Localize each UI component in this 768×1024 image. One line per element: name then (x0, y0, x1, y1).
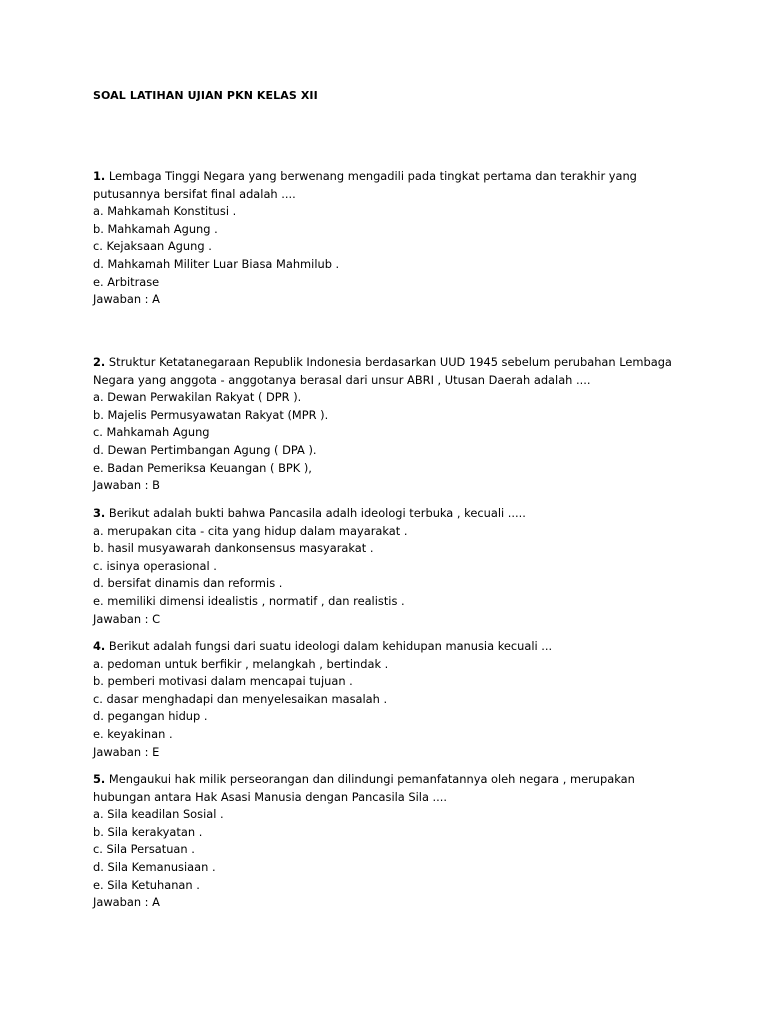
option-d: d. bersifat dinamis dan reformis . (93, 576, 283, 591)
answer-key: Jawaban : A (93, 895, 160, 910)
document-title: SOAL LATIHAN UJIAN PKN KELAS XII (93, 89, 318, 102)
option-a: a. Mahkamah Konstitusi . (93, 204, 237, 219)
option-d: d. pegangan hidup . (93, 709, 208, 724)
option-d: d. Dewan Pertimbangan Agung ( DPA ). (93, 442, 317, 457)
question-stem-line: Negara yang anggota - anggotanya berasal dari unsur ABRI , Utusan Daerah adalah .... (93, 372, 591, 387)
option-b: b. hasil musyawarah dankonsensus masyarakat . (93, 541, 374, 556)
option-e: e. keyakinan . (93, 726, 173, 741)
option-a: a. Sila keadilan Sosial . (93, 807, 224, 822)
option-e: e. Arbitrase (93, 274, 160, 289)
option-d: d. Sila Kemanusiaan . (93, 859, 216, 874)
question-stem-line: hubungan antara Hak Asasi Manusia dengan Pancasila Sila .... (93, 789, 448, 804)
option-d: d. Mahkamah Militer Luar Biasa Mahmilub . (93, 256, 340, 271)
question-stem-line (93, 638, 693, 656)
answer-key: Jawaban : A (93, 292, 160, 307)
option-b: b. pemberi motivasi dalam mencapai tujuan . (93, 674, 353, 689)
question-stem-line: putusannya bersifat final adalah .... (93, 186, 296, 201)
option-c: c. isinya operasional . (93, 558, 217, 573)
question-2 (93, 354, 693, 495)
option-c: c. Sila Persatuan . (93, 842, 195, 857)
answer-key: Jawaban : E (93, 744, 160, 759)
option-a: a. pedoman untuk berfikir , melangkah , bertindak . (93, 656, 389, 671)
option-c: c. Mahkamah Agung (93, 425, 210, 440)
question-number: 1. (93, 169, 106, 183)
answer-key: Jawaban : C (93, 611, 161, 626)
question-number: 5. (93, 772, 106, 786)
option-c: c. dasar menghadapi dan menyelesaikan masalah . (93, 691, 388, 706)
question-stem-line (93, 505, 693, 523)
question-stem-text: Lembaga Tinggi Negara yang berwenang mengadili pada tingkat pertama dan terakhir yang (105, 169, 637, 183)
question-stem-text: Mengaukui hak milik perseorangan dan dilindungi pemanfatannya oleh negara , merupakan (105, 772, 635, 786)
question-1 (93, 168, 693, 309)
option-b: b. Majelis Permusyawatan Rakyat (MPR ). (93, 407, 329, 422)
option-b: b. Sila kerakyatan . (93, 824, 203, 839)
option-e: e. Sila Ketuhanan . (93, 877, 200, 892)
question-stem-text: Berikut adalah fungsi dari suatu ideologi dalam kehidupan manusia kecuali ... (105, 639, 553, 653)
option-b: b. Mahkamah Agung . (93, 221, 218, 236)
question-stem-line (93, 771, 693, 789)
option-a: a. merupakan cita - cita yang hidup dalam mayarakat . (93, 523, 408, 538)
question-number: 3. (93, 506, 106, 520)
answer-key: Jawaban : B (93, 478, 160, 493)
question-number: 4. (93, 639, 106, 653)
question-stem-line (93, 168, 693, 186)
question-stem-text: Struktur Ketatanegaraan Republik Indonesia berdasarkan UUD 1945 sebelum perubahan Lembaga (105, 355, 672, 369)
option-c: c. Kejaksaan Agung . (93, 239, 212, 254)
question-number: 2. (93, 355, 106, 369)
question-stem-text: Berikut adalah bukti bahwa Pancasila adalh ideologi terbuka , kecuali ..... (105, 506, 526, 520)
question-5 (93, 771, 693, 912)
option-a: a. Dewan Perwakilan Rakyat ( DPR ). (93, 390, 302, 405)
option-e: e. memiliki dimensi idealistis , normatif , dan realistis . (93, 593, 405, 608)
question-stem-line (93, 354, 693, 372)
question-3 (93, 505, 693, 628)
question-4 (93, 638, 693, 761)
option-e: e. Badan Pemeriksa Keuangan ( BPK ), (93, 460, 312, 475)
